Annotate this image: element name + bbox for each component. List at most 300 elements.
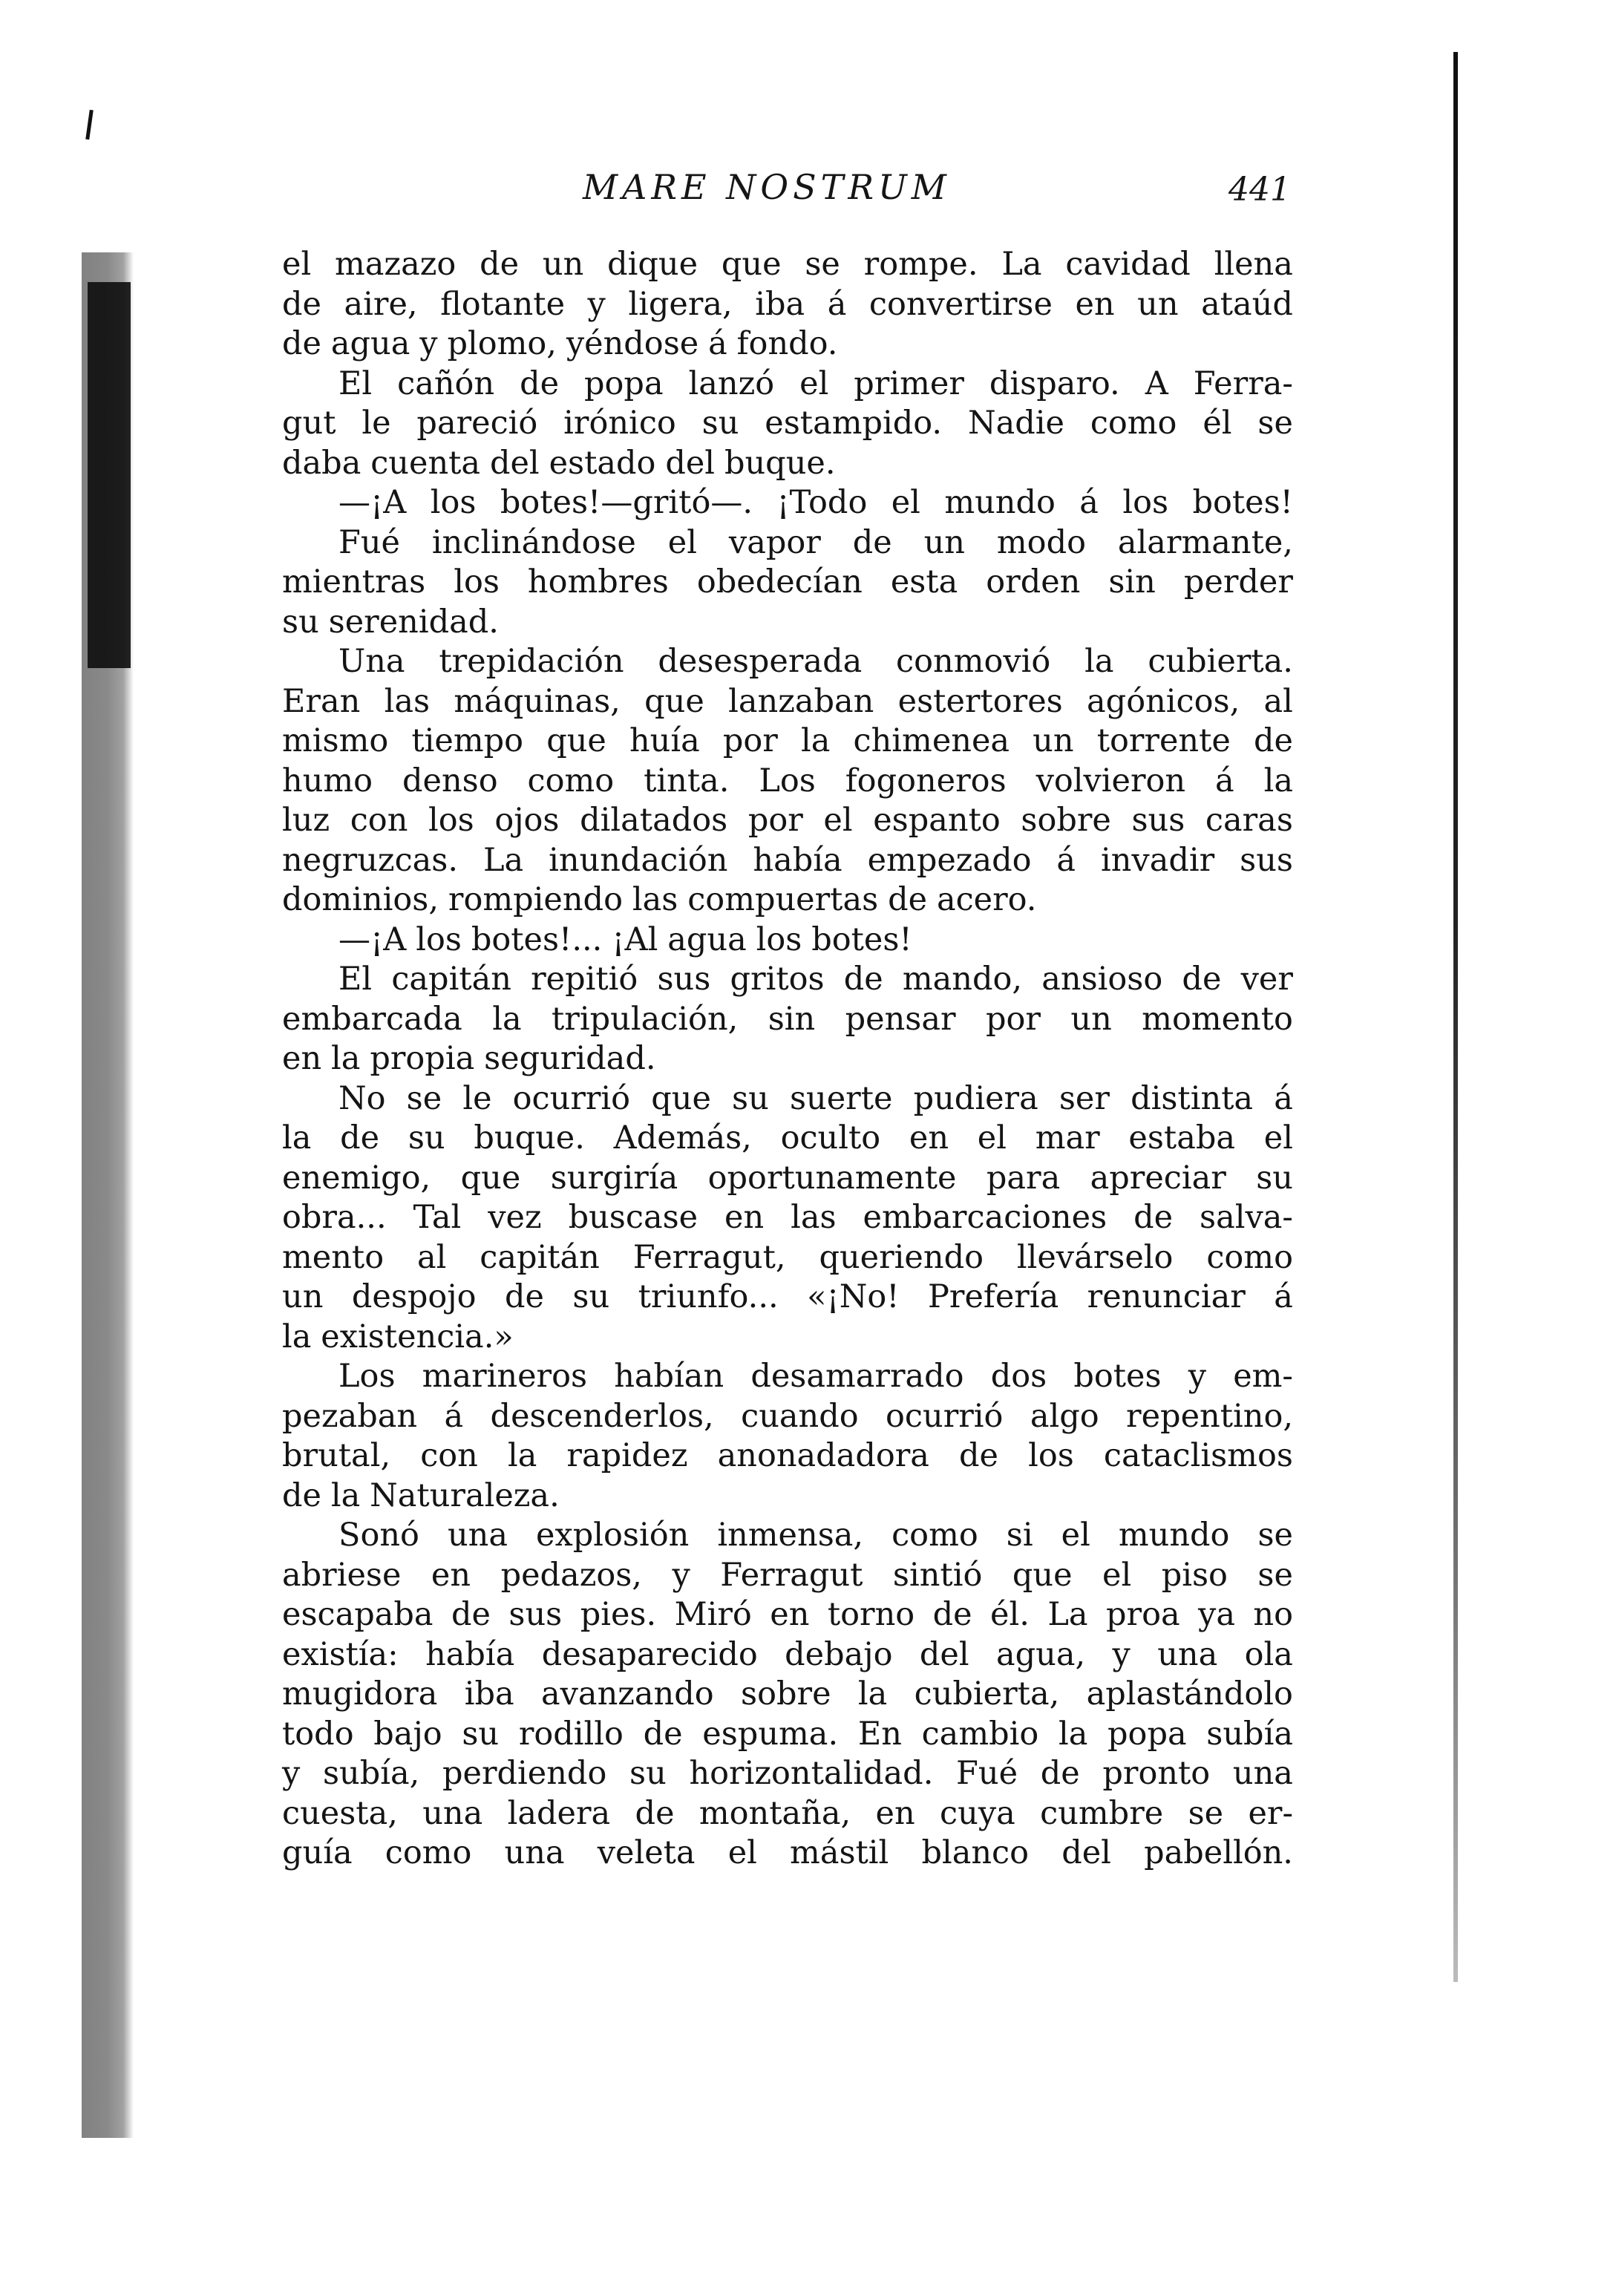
word: embarcaciones xyxy=(863,1199,1107,1236)
word: existía: xyxy=(282,1635,399,1673)
word: como xyxy=(385,1834,472,1871)
word: la xyxy=(331,1040,361,1077)
word: el xyxy=(1263,1119,1293,1157)
word: inmensa, xyxy=(717,1517,864,1554)
word: la xyxy=(492,1000,522,1038)
word: de xyxy=(635,1794,675,1832)
word: los xyxy=(416,920,462,958)
word: á xyxy=(444,1397,464,1435)
word: Ferra- xyxy=(1193,364,1293,402)
word: iba xyxy=(755,285,805,323)
text-line xyxy=(282,603,1293,643)
word: dique xyxy=(607,246,698,283)
word: Fué xyxy=(956,1755,1018,1792)
word: Eran xyxy=(282,682,361,720)
word: orden xyxy=(986,563,1081,601)
word: botes! xyxy=(811,920,912,958)
word: humo xyxy=(282,762,373,799)
word: apreciar xyxy=(1090,1159,1226,1197)
text-line xyxy=(282,364,1293,405)
word: El xyxy=(338,961,373,998)
word: un xyxy=(1070,1000,1112,1038)
word: luz xyxy=(282,802,330,839)
word: una xyxy=(1157,1635,1218,1673)
word: sin xyxy=(1108,563,1156,601)
binding-dark-strip xyxy=(88,282,131,668)
word: Los xyxy=(759,762,816,799)
word: á xyxy=(1056,841,1076,879)
word: La xyxy=(1047,1596,1088,1633)
word: Una xyxy=(338,643,405,680)
word: torrente xyxy=(1096,722,1231,759)
word: lanzaban xyxy=(728,682,874,720)
word: que xyxy=(651,1079,711,1117)
word: inundación xyxy=(549,841,728,879)
word: á xyxy=(1274,1278,1293,1315)
word: ola xyxy=(1244,1635,1293,1673)
word: á xyxy=(1215,762,1234,799)
word: se xyxy=(406,1079,442,1117)
word: por xyxy=(747,802,803,839)
text-line xyxy=(282,483,1293,523)
word: la xyxy=(282,1318,312,1355)
word: mientras xyxy=(282,563,426,601)
word: el xyxy=(891,484,920,521)
word: á xyxy=(1079,484,1099,521)
word: tinta. xyxy=(644,762,730,799)
word: descenderlos, xyxy=(490,1397,714,1435)
word: y xyxy=(419,325,438,362)
word: desamarrado xyxy=(750,1358,964,1395)
word: el xyxy=(1061,1517,1090,1554)
word: en xyxy=(724,1199,765,1236)
word: guía xyxy=(282,1834,353,1871)
word: su xyxy=(1256,1159,1293,1197)
text-line xyxy=(282,1198,1293,1238)
text-line xyxy=(282,444,1293,484)
word: capitán xyxy=(480,1238,600,1276)
word: botes! xyxy=(1192,484,1293,521)
word: agónicos, xyxy=(1087,682,1240,720)
word: en xyxy=(875,1794,915,1832)
word: no xyxy=(1253,1596,1293,1633)
word: de xyxy=(480,246,520,283)
word: todo xyxy=(282,1715,354,1753)
text-line xyxy=(282,285,1293,325)
word: cuya xyxy=(940,1794,1015,1832)
word: de xyxy=(520,364,560,402)
word: como xyxy=(891,1517,978,1554)
word: popa xyxy=(584,364,664,402)
word: blanco xyxy=(921,1834,1030,1871)
word: buque. xyxy=(724,444,836,482)
word: aire, xyxy=(344,285,418,323)
text-line xyxy=(282,841,1293,881)
word: la xyxy=(330,1476,361,1514)
word: una xyxy=(1232,1755,1293,1792)
word: la xyxy=(1263,762,1293,799)
word: abriese xyxy=(282,1556,402,1594)
word: algo xyxy=(1030,1397,1099,1435)
word: gritos xyxy=(730,961,825,998)
word: propia xyxy=(370,1040,475,1077)
word: alarmante, xyxy=(1117,523,1293,561)
word: vez xyxy=(488,1199,542,1236)
scan-mark xyxy=(85,110,94,140)
word: con xyxy=(350,802,408,839)
text-line xyxy=(282,1595,1293,1635)
word: si xyxy=(1006,1517,1033,1554)
text-line xyxy=(282,1476,1293,1517)
word: plomo, xyxy=(447,325,557,362)
word: de xyxy=(1040,1755,1080,1792)
word: estado xyxy=(549,444,656,482)
text-line xyxy=(282,1079,1293,1119)
text-line xyxy=(282,722,1293,762)
word: llena xyxy=(1214,246,1293,283)
text-line xyxy=(282,1436,1293,1476)
running-title: MARE NOSTRUM xyxy=(583,167,951,207)
word: del xyxy=(1061,1834,1111,1871)
word: un xyxy=(1033,722,1074,759)
word: El xyxy=(338,364,373,402)
word: —¡A xyxy=(338,484,407,521)
word: una xyxy=(504,1834,565,1871)
word: su xyxy=(732,1079,769,1117)
word: los xyxy=(1028,1437,1074,1474)
word: surgiría xyxy=(550,1159,678,1197)
text-line xyxy=(282,1318,1293,1358)
word: irónico xyxy=(563,405,676,442)
word: Nadie xyxy=(967,405,1064,442)
word: triunfo... xyxy=(638,1278,779,1315)
word: perdiendo xyxy=(442,1755,607,1792)
word: enemigo, xyxy=(282,1159,431,1197)
word: de xyxy=(959,1437,998,1474)
word: por xyxy=(985,1000,1041,1038)
word: una xyxy=(447,1517,508,1554)
page-number: 441 xyxy=(1228,171,1291,209)
word: había xyxy=(425,1635,515,1673)
text-line xyxy=(282,642,1293,682)
word: un xyxy=(282,1278,324,1315)
word: fogoneros xyxy=(845,762,1007,799)
word: mástil xyxy=(790,1834,889,1871)
word: repentino, xyxy=(1126,1397,1293,1435)
word: ser xyxy=(1059,1079,1110,1117)
word: sin xyxy=(768,1000,816,1038)
word: espanto xyxy=(873,802,1001,839)
word: sobre xyxy=(741,1675,831,1713)
word: Ferragut xyxy=(720,1556,863,1594)
word: botes!... xyxy=(471,920,603,958)
word: de xyxy=(843,961,883,998)
word: el xyxy=(1102,1556,1132,1594)
word: en xyxy=(431,1556,471,1594)
word: tripulación, xyxy=(552,1000,739,1038)
word: ansioso xyxy=(1041,961,1163,998)
word: un xyxy=(542,246,584,283)
word: cuando xyxy=(741,1397,859,1435)
word: se xyxy=(1257,1556,1293,1594)
word: sobre xyxy=(1021,802,1111,839)
word: mazazo xyxy=(335,246,457,283)
word: queriendo xyxy=(819,1238,984,1276)
text-line xyxy=(282,801,1293,841)
text-line xyxy=(282,1635,1293,1675)
word: Ferragut, xyxy=(632,1238,786,1276)
word: al xyxy=(416,1238,447,1276)
word: sus xyxy=(657,961,711,998)
word: suerte xyxy=(789,1079,893,1117)
word: pronto xyxy=(1102,1755,1211,1792)
word: embarcada xyxy=(282,1000,462,1038)
word: cañón xyxy=(397,364,495,402)
word: ¡Al xyxy=(612,920,658,958)
word: lanzó xyxy=(688,364,775,402)
word: pudiera xyxy=(913,1079,1038,1117)
word: sintió xyxy=(892,1556,983,1594)
word: yéndose xyxy=(566,325,699,362)
word: —¡A xyxy=(338,920,407,958)
word: como xyxy=(1090,405,1177,442)
word: y xyxy=(672,1556,690,1594)
word: el xyxy=(977,1119,1007,1157)
word: modo xyxy=(996,523,1086,561)
text-line xyxy=(282,1834,1293,1874)
word: de xyxy=(282,325,321,362)
word: que xyxy=(460,1159,521,1197)
word: ver xyxy=(1240,961,1293,998)
word: había xyxy=(753,841,843,879)
word: la xyxy=(507,1437,537,1474)
word: el xyxy=(727,1834,757,1871)
page-edge-line xyxy=(1453,52,1458,1982)
word: Además, xyxy=(613,1119,752,1157)
word: ocurrió xyxy=(886,1397,1004,1435)
text-line xyxy=(282,1357,1293,1397)
word: cavidad xyxy=(1065,246,1191,283)
word: obedecían xyxy=(696,563,863,601)
word: del xyxy=(919,1635,969,1673)
word: Tal xyxy=(413,1199,462,1236)
word: como xyxy=(1206,1238,1293,1276)
word: una xyxy=(422,1794,483,1832)
text-line xyxy=(282,1556,1293,1596)
word: ataúd xyxy=(1201,285,1293,323)
word: su xyxy=(701,405,739,442)
word: de xyxy=(888,881,928,918)
word: momento xyxy=(1142,1000,1293,1038)
word: hombres xyxy=(527,563,669,601)
word: de xyxy=(1182,961,1222,998)
word: debajo xyxy=(785,1635,893,1673)
word: No xyxy=(338,1079,386,1117)
word: en xyxy=(282,1040,322,1077)
word: su xyxy=(572,1278,610,1315)
word: negruzcas. xyxy=(282,841,459,879)
word: pareció xyxy=(416,405,538,442)
word: explosión xyxy=(536,1517,690,1554)
word: mar xyxy=(1035,1119,1100,1157)
word: botes!—gritó—. xyxy=(500,484,753,521)
word: mundo xyxy=(1118,1517,1230,1554)
word: de xyxy=(451,1596,491,1633)
word: subía xyxy=(1206,1715,1293,1753)
word: y xyxy=(1112,1635,1131,1673)
word: popa xyxy=(1107,1715,1187,1753)
word: se xyxy=(1188,1794,1224,1832)
word: chimenea xyxy=(853,722,1010,759)
word: en xyxy=(1075,285,1115,323)
word: á xyxy=(708,325,727,362)
word: en xyxy=(770,1596,810,1633)
text-line xyxy=(282,920,1293,961)
word: escapaba xyxy=(282,1596,433,1633)
word: montaña, xyxy=(698,1794,851,1832)
word: de xyxy=(340,1119,380,1157)
word: le xyxy=(361,405,391,442)
text-line xyxy=(282,960,1293,1000)
word: dilatados xyxy=(580,802,728,839)
word: proa xyxy=(1105,1596,1180,1633)
word: el xyxy=(823,802,853,839)
word: compuertas xyxy=(687,881,879,918)
word: volvieron xyxy=(1035,762,1186,799)
word: mando, xyxy=(902,961,1023,998)
word: veleta xyxy=(597,1834,696,1871)
word: obra... xyxy=(282,1199,387,1236)
word: Prefería xyxy=(927,1278,1059,1315)
word: Los xyxy=(338,1358,396,1395)
word: cumbre xyxy=(1040,1794,1164,1832)
word: á xyxy=(827,285,847,323)
text-line xyxy=(282,1039,1293,1079)
word: la xyxy=(1058,1715,1088,1753)
word: él. xyxy=(990,1596,1030,1633)
word: serenidad. xyxy=(328,603,499,641)
word: máquinas, xyxy=(454,682,621,720)
word: pies. xyxy=(580,1596,657,1633)
word: estaba xyxy=(1128,1119,1236,1157)
word: tiempo xyxy=(411,722,524,759)
word: que xyxy=(721,246,782,283)
word: rapidez xyxy=(566,1437,688,1474)
word: á xyxy=(1274,1079,1293,1117)
word: el xyxy=(667,523,697,561)
word: rompiendo xyxy=(448,881,623,918)
word: mugidora xyxy=(282,1675,438,1713)
word: las xyxy=(632,881,678,918)
word: por xyxy=(722,722,778,759)
word: su xyxy=(462,1715,500,1753)
word: convertirse xyxy=(868,285,1053,323)
word: existencia.» xyxy=(321,1318,514,1355)
word: un xyxy=(1137,285,1179,323)
text-line xyxy=(282,1715,1293,1755)
word: botes xyxy=(1073,1358,1162,1395)
word: La xyxy=(482,841,524,879)
word: primer xyxy=(854,364,964,402)
word: repitió xyxy=(531,961,638,998)
word: gut xyxy=(282,405,336,442)
word: disparo. xyxy=(989,364,1120,402)
word: los xyxy=(454,563,500,601)
word: trepidación xyxy=(439,643,624,680)
word: capitán xyxy=(391,961,511,998)
word: despojo xyxy=(351,1278,477,1315)
word: que xyxy=(546,722,606,759)
word: brutal, xyxy=(282,1437,391,1474)
word: de xyxy=(852,523,892,561)
word: los xyxy=(428,802,474,839)
word: marineros xyxy=(422,1358,588,1395)
word: ladera xyxy=(507,1794,611,1832)
word: se xyxy=(1257,1517,1293,1554)
word: de xyxy=(504,1278,544,1315)
word: habían xyxy=(614,1358,724,1395)
word: acero. xyxy=(936,881,1037,918)
word: daba xyxy=(282,444,361,482)
text-line xyxy=(282,1238,1293,1278)
word: flotante xyxy=(440,285,566,323)
word: horizontalidad. xyxy=(689,1755,934,1792)
word: mismo xyxy=(282,722,389,759)
word: que xyxy=(1012,1556,1073,1594)
word: las xyxy=(791,1199,837,1236)
word: perder xyxy=(1183,563,1293,601)
word: del xyxy=(489,444,540,482)
word: desaparecido xyxy=(541,1635,758,1673)
word: torno xyxy=(827,1596,915,1633)
word: y xyxy=(587,285,606,323)
word: los xyxy=(430,484,477,521)
word: la xyxy=(1084,643,1114,680)
word: cataclismos xyxy=(1103,1437,1293,1474)
word: er- xyxy=(1248,1794,1293,1832)
word: empezado xyxy=(867,841,1032,879)
word: su xyxy=(282,603,319,641)
word: cubierta, xyxy=(914,1675,1060,1713)
word: «¡No! xyxy=(807,1278,900,1315)
word: los xyxy=(756,920,802,958)
word: distinta xyxy=(1131,1079,1254,1117)
word: sus xyxy=(1240,841,1293,879)
text-line xyxy=(282,404,1293,444)
word: de xyxy=(282,1476,321,1514)
word: pensar xyxy=(845,1000,956,1038)
word: fondo. xyxy=(736,325,838,362)
word: su xyxy=(629,1755,667,1792)
text-line xyxy=(282,1516,1293,1556)
body-text xyxy=(282,245,1293,1874)
word: Sonó xyxy=(338,1517,419,1554)
word: le xyxy=(462,1079,492,1117)
text-line xyxy=(282,1675,1293,1715)
word: La xyxy=(1001,246,1042,283)
word: los xyxy=(1122,484,1169,521)
word: y xyxy=(1188,1358,1207,1395)
word: agua, xyxy=(996,1635,1086,1673)
word: sus xyxy=(1131,802,1185,839)
word: la xyxy=(857,1675,888,1713)
word: Miró xyxy=(674,1596,752,1633)
word: ojos xyxy=(494,802,560,839)
word: cambio xyxy=(921,1715,1039,1753)
word: denso xyxy=(402,762,498,799)
word: desesperada xyxy=(658,643,863,680)
text-line xyxy=(282,1794,1293,1834)
